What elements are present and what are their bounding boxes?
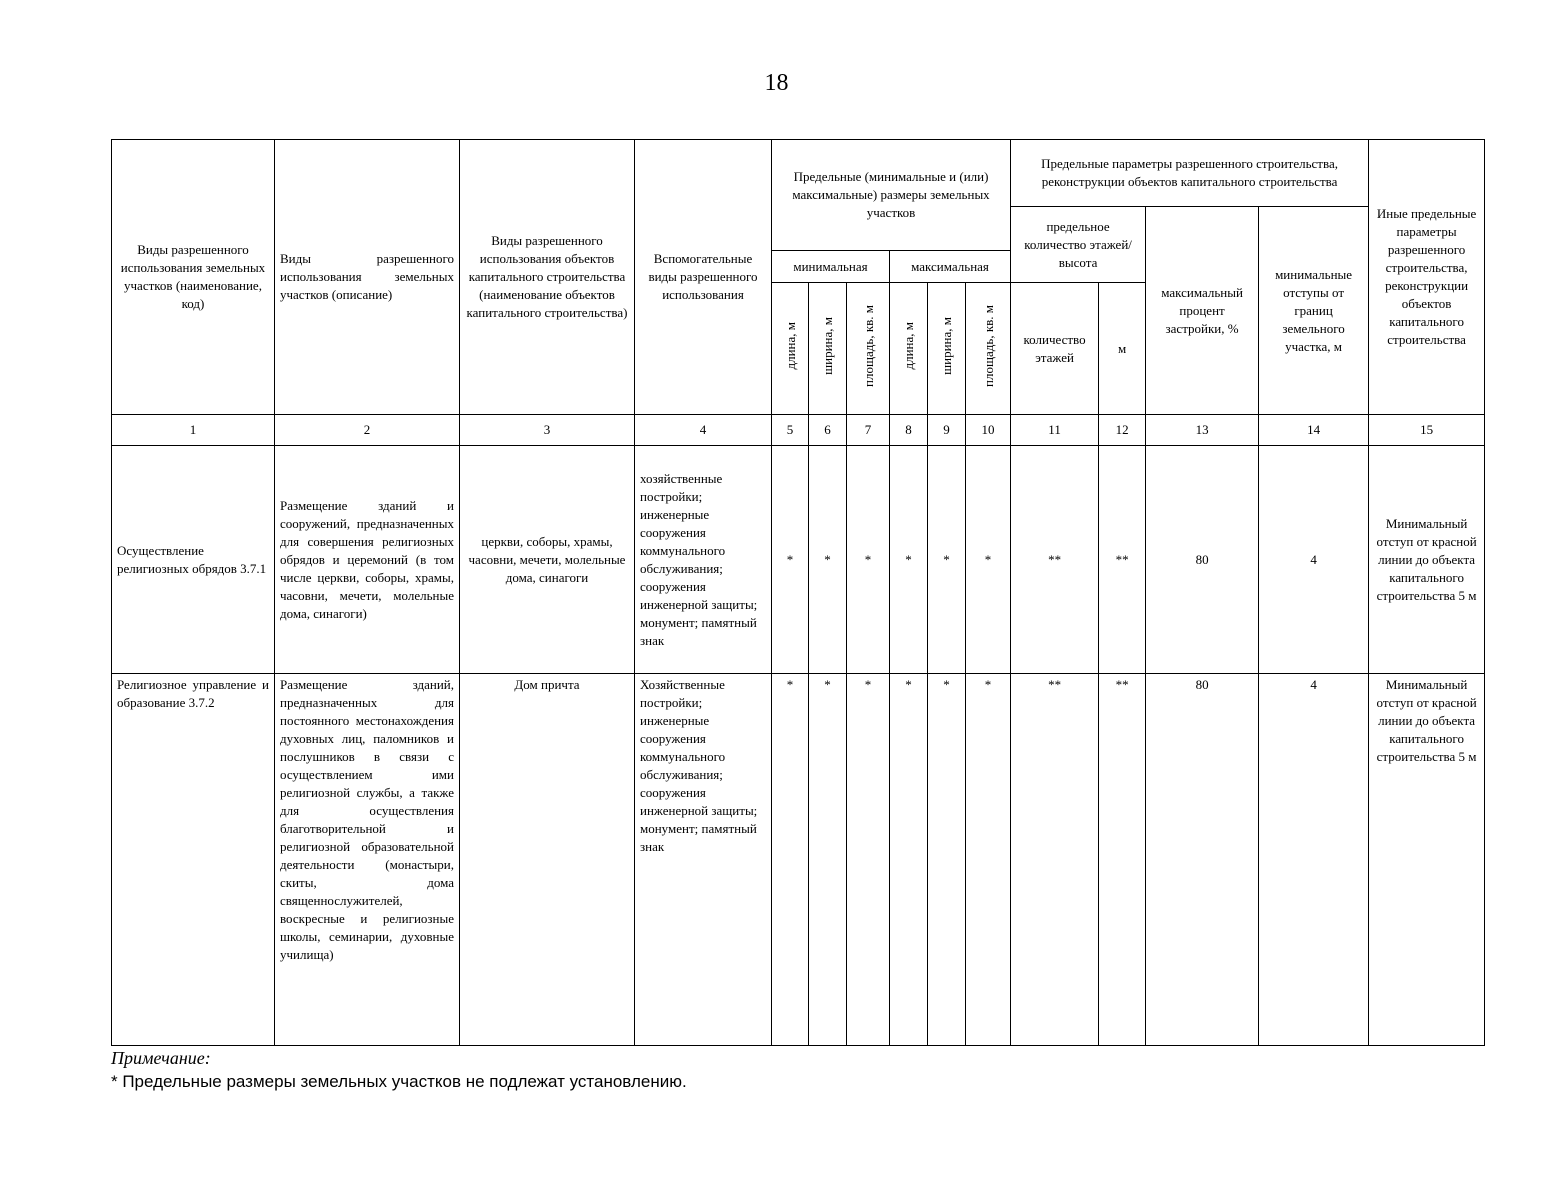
note-block xyxy=(111,1046,687,1094)
use-description-cell: Размещение зданий, предназначенных для постоянного местонахождения духовных лиц, паломников и послушников в связи с осуществлением ими религиозной службы, а также для осуществления благотворительной и религиозной образовательной деятельности (монастыри, скиты, дома священнослужителей, воскресные и религиозные школы, семинарии, духовные училища) xyxy=(275,674,460,1046)
min-length-cell: * xyxy=(772,446,809,674)
height-cell: ** xyxy=(1099,446,1146,674)
col-number: 12 xyxy=(1099,415,1146,446)
use-description-cell: Размещение зданий и сооружений, предназначенных для совершения религиозных обрядов и церемоний (в том числе церкви, соборы, храмы, часовни, мечети, молельные дома, синагоги) xyxy=(275,446,460,674)
col-number: 4 xyxy=(635,415,772,446)
max-length-cell: * xyxy=(890,446,928,674)
col-number: 14 xyxy=(1259,415,1369,446)
min-offsets-cell: 4 xyxy=(1259,674,1369,1046)
min-length-cell: * xyxy=(772,674,809,1046)
min-width-cell: * xyxy=(809,674,847,1046)
header-other-params: Иные предельные параметры разрешенного строительства, реконструкции объектов капитального строительства xyxy=(1369,140,1485,415)
min-area-cell: * xyxy=(847,674,890,1046)
use-name-cell: Осуществление религиозных обрядов 3.7.1 xyxy=(112,446,275,674)
header-floors-height: предельное количество этажей/высота xyxy=(1011,207,1146,283)
other-params-cell: Минимальный отступ от красной линии до объекта капитального строительства 5 м xyxy=(1369,674,1485,1046)
note-title: Примечание: xyxy=(111,1048,211,1068)
header-plot-size-limits: Предельные (минимальные и (или) максимальные) размеры земельных участков xyxy=(772,140,1011,251)
max-width-cell: * xyxy=(928,446,966,674)
max-percent-cell: 80 xyxy=(1146,674,1259,1046)
header-land-use-description: Виды разрешенного использования земельных участков (описание) xyxy=(275,140,460,415)
col-number: 9 xyxy=(928,415,966,446)
col-number: 10 xyxy=(966,415,1011,446)
header-floors-count: количество этажей xyxy=(1011,283,1099,415)
floors-cell: ** xyxy=(1011,674,1099,1046)
col-number: 11 xyxy=(1011,415,1099,446)
capital-objects-cell: церкви, соборы, храмы, часовни, мечети, молельные дома, синагоги xyxy=(460,446,635,674)
max-area-cell: * xyxy=(966,446,1011,674)
col-number: 3 xyxy=(460,415,635,446)
col-number: 7 xyxy=(847,415,890,446)
header-min-length: длина, м xyxy=(772,283,809,415)
col-number: 6 xyxy=(809,415,847,446)
header-minimum: минимальная xyxy=(772,251,890,283)
col-number: 8 xyxy=(890,415,928,446)
max-width-cell: * xyxy=(928,674,966,1046)
capital-objects-cell: Дом причта xyxy=(460,674,635,1046)
header-max-area: площадь, кв. м xyxy=(966,283,1011,415)
max-area-cell: * xyxy=(966,674,1011,1046)
header-max-width: ширина, м xyxy=(928,283,966,415)
table-row xyxy=(112,446,1485,674)
header-capital-construction-use: Виды разрешенного использования объектов капитального строительства (наименование объектов капитального строительства) xyxy=(460,140,635,415)
table-row xyxy=(112,674,1485,1046)
land-use-table xyxy=(111,139,1485,1046)
min-offsets-cell: 4 xyxy=(1259,446,1369,674)
col-number: 15 xyxy=(1369,415,1485,446)
col-number: 2 xyxy=(275,415,460,446)
height-cell: ** xyxy=(1099,674,1146,1046)
header-construction-params: Предельные параметры разрешенного строительства, реконструкции объектов капитального строительства xyxy=(1011,140,1369,207)
use-name-cell: Религиозное управление и образование 3.7.2 xyxy=(112,674,275,1046)
col-number: 5 xyxy=(772,415,809,446)
header-min-width: ширина, м xyxy=(809,283,847,415)
header-auxiliary-use: Вспомогательные виды разрешенного использования xyxy=(635,140,772,415)
header-max-length: длина, м xyxy=(890,283,928,415)
note-text: * Предельные размеры земельных участков не подлежат установлению. xyxy=(111,1072,687,1091)
header-min-offsets: минимальные отступы от границ земельного участка, м xyxy=(1259,207,1369,415)
header-height-m: м xyxy=(1099,283,1146,415)
other-params-cell: Минимальный отступ от красной линии до объекта капитального строительства 5 м xyxy=(1369,446,1485,674)
header-land-use-name: Виды разрешенного использования земельных участков (наименование, код) xyxy=(112,140,275,415)
floors-cell: ** xyxy=(1011,446,1099,674)
page-number: 18 xyxy=(764,70,789,96)
max-percent-cell: 80 xyxy=(1146,446,1259,674)
header-max-percent: максимальный процент застройки, % xyxy=(1146,207,1259,415)
max-length-cell: * xyxy=(890,674,928,1046)
auxiliary-use-cell: Хозяйственные постройки; инженерные сооружения коммунального обслуживания; сооружения инженерной защиты; монумент; памятный знак xyxy=(635,674,772,1046)
header-min-area: площадь, кв. м xyxy=(847,283,890,415)
min-width-cell: * xyxy=(809,446,847,674)
header-maximum: максимальная xyxy=(890,251,1011,283)
col-number: 13 xyxy=(1146,415,1259,446)
col-number: 1 xyxy=(112,415,275,446)
min-area-cell: * xyxy=(847,446,890,674)
column-number-row xyxy=(112,415,1485,446)
auxiliary-use-cell: хозяйственные постройки; инженерные сооружения коммунального обслуживания; сооружения инженерной защиты; монумент; памятный знак xyxy=(635,446,772,674)
